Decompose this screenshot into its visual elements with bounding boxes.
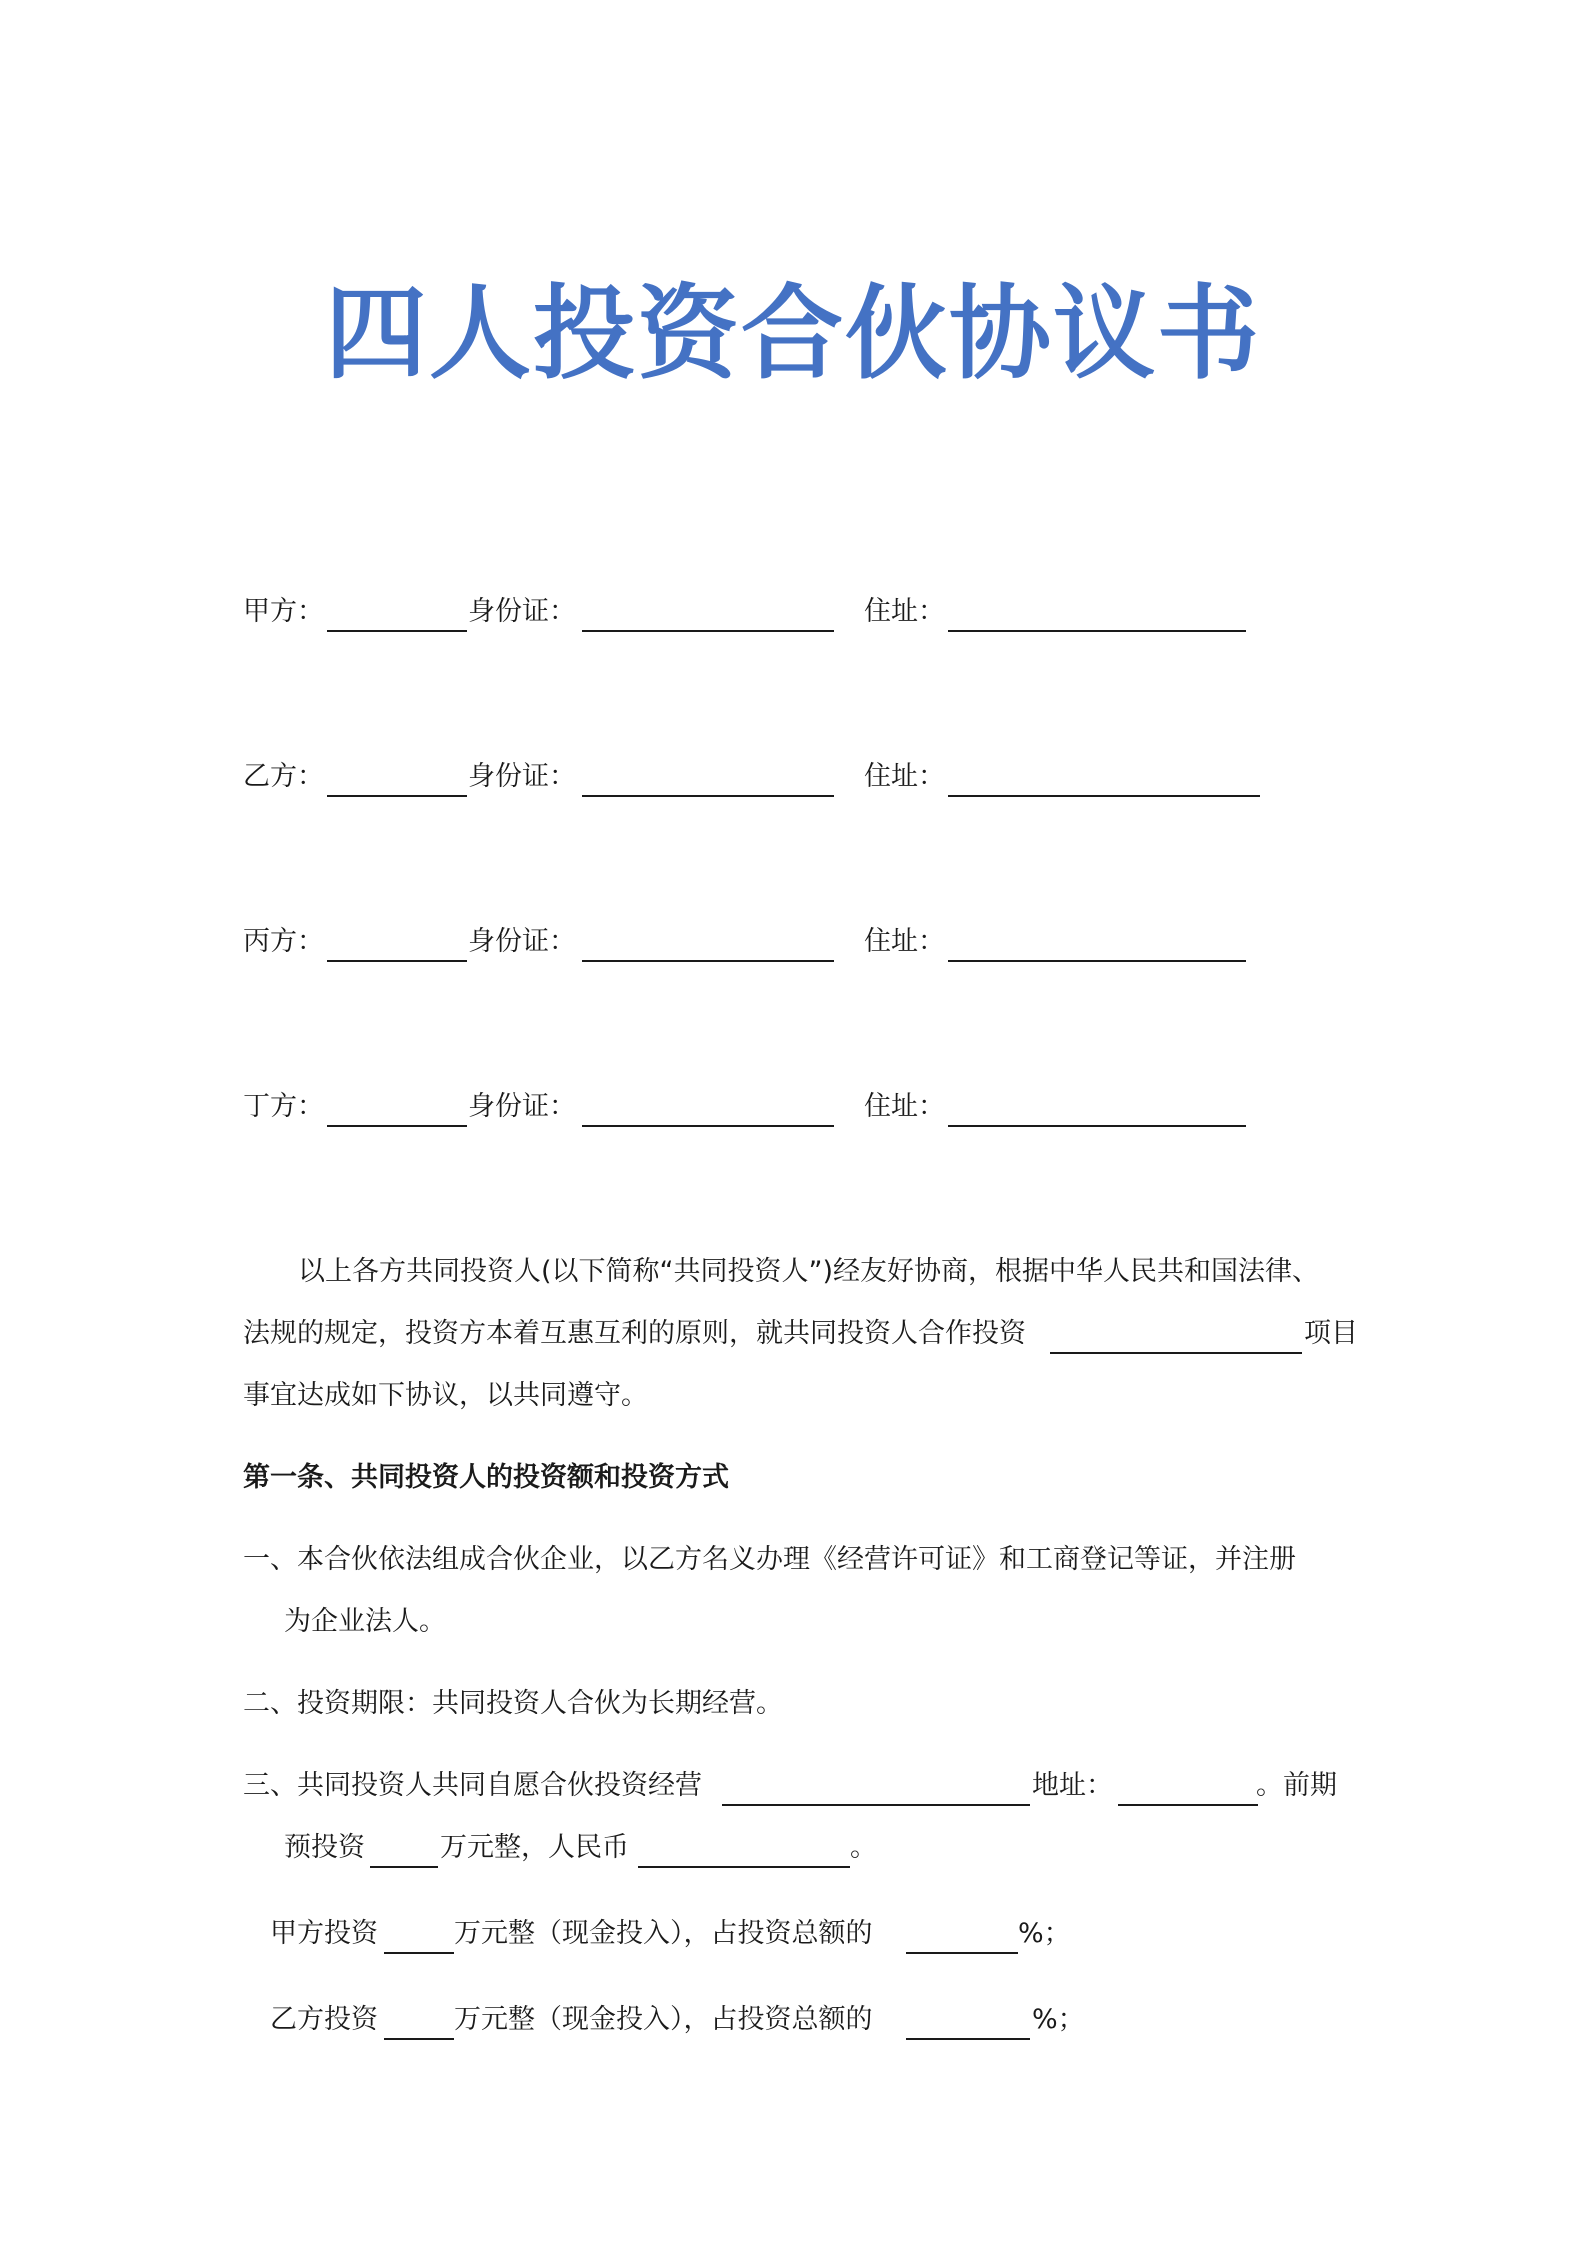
party-address-blank[interactable] [948,1125,1246,1127]
party-name-blank[interactable] [327,630,467,632]
address-blank[interactable] [1118,1804,1258,1806]
party-address-label: 住址： [864,926,945,957]
party-address-blank[interactable] [948,795,1260,797]
party-id-blank[interactable] [582,1125,834,1127]
investment-percent-suffix: %； [1018,1918,1071,1949]
party-name-label: 乙方： [243,761,324,792]
investment-percent-blank[interactable] [906,1952,1018,1954]
article-1-item-1-line-1: 一、本合伙依法组成合伙企业，以乙方名义办理《经营许可证》和工商登记等证，并注册 [243,1544,1296,1575]
investment-amount-blank[interactable] [384,1952,454,1954]
article-1-item-3-b: 地址： [1032,1770,1113,1801]
article-1-item-2: 二、投资期限：共同投资人合伙为长期经营。 [243,1688,783,1719]
party-name-label: 丙方： [243,926,324,957]
party-name-label: 甲方： [243,596,324,627]
pre-investment-blank[interactable] [370,1866,438,1868]
party-id-blank[interactable] [582,795,834,797]
intro-line-2: 法规的规定，投资方本着互惠互利的原则，就共同投资人合作投资 [243,1318,1026,1349]
party-address-label: 住址： [864,596,945,627]
party-id-label: 身份证： [468,596,576,627]
article-1-item-3-line-2-c: 。 [850,1832,877,1863]
party-id-blank[interactable] [582,630,834,632]
party-name-blank[interactable] [327,1125,467,1127]
investment-unit: 万元整（现金投入），占投资总额的 [454,1918,873,1949]
investment-percent-blank[interactable] [906,2038,1030,2040]
investment-percent-suffix: %； [1032,2004,1085,2035]
intro-line-3: 事宜达成如下协议，以共同遵守。 [243,1380,648,1411]
party-id-label: 身份证： [468,1091,576,1122]
party-id-label: 身份证： [468,926,576,957]
rmb-amount-blank[interactable] [638,1866,850,1868]
investment-amount-blank[interactable] [384,2038,454,2040]
business-blank[interactable] [722,1804,1030,1806]
intro-line-1: 以上各方共同投资人(以下简称“共同投资人”)经友好协商，根据中华人民共和国法律、 [298,1256,1320,1287]
investment-label: 乙方投资 [270,2004,378,2035]
party-address-label: 住址： [864,761,945,792]
article-1-heading: 第一条、共同投资人的投资额和投资方式 [243,1462,729,1493]
party-address-blank[interactable] [948,960,1246,962]
project-blank[interactable] [1050,1352,1302,1354]
article-1-item-3-a: 三、共同投资人共同自愿合伙投资经营 [243,1770,702,1801]
party-address-blank[interactable] [948,630,1246,632]
article-1-item-3-c: 。前期 [1256,1770,1337,1801]
document-title: 四人投资合伙协议书 [325,275,1261,394]
article-1-item-3-line-2-b: 万元整，人民币 [440,1832,629,1863]
party-name-blank[interactable] [327,960,467,962]
investment-label: 甲方投资 [270,1918,378,1949]
party-address-label: 住址： [864,1091,945,1122]
party-name-blank[interactable] [327,795,467,797]
article-1-item-1-line-2: 为企业法人。 [284,1606,446,1637]
intro-line-2-suffix: 项目 [1304,1318,1358,1349]
party-name-label: 丁方： [243,1091,324,1122]
investment-unit: 万元整（现金投入），占投资总额的 [454,2004,873,2035]
party-id-blank[interactable] [582,960,834,962]
party-id-label: 身份证： [468,761,576,792]
article-1-item-3-line-2-a: 预投资 [284,1832,365,1863]
